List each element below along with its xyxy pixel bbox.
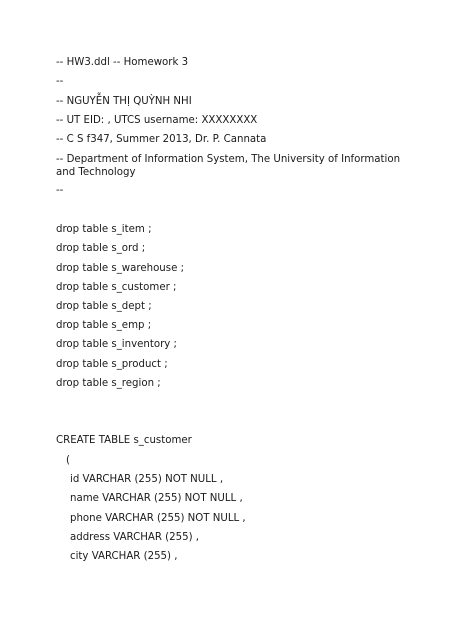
- drop-statement: drop table s_emp ;: [56, 320, 152, 331]
- column-definition: city VARCHAR (255) ,: [70, 551, 178, 562]
- drop-statement: drop table s_item ;: [56, 224, 152, 235]
- drop-statement: drop table s_ord ;: [56, 243, 146, 254]
- drop-statement: drop table s_dept ;: [56, 301, 152, 312]
- create-table-statement: CREATE TABLE s_customer: [56, 435, 192, 446]
- open-paren: (: [66, 455, 70, 466]
- column-definition: phone VARCHAR (255) NOT NULL ,: [70, 513, 246, 524]
- drop-statement: drop table s_customer ;: [56, 282, 177, 293]
- drop-statement: drop table s_warehouse ;: [56, 263, 185, 274]
- drop-statement: drop table s_region ;: [56, 378, 161, 389]
- drop-statement: drop table s_product ;: [56, 359, 168, 370]
- drop-statement: drop table s_inventory ;: [56, 339, 177, 350]
- header-comment-course: -- C S f347, Summer 2013, Dr. P. Cannata: [56, 134, 267, 145]
- column-definition: id VARCHAR (255) NOT NULL ,: [70, 474, 224, 485]
- header-comment-department: -- Department of Information System, The University of Information and Technology: [56, 154, 401, 178]
- header-comment-eid: -- UT EID: , UTCS username: XXXXXXXX: [56, 115, 258, 126]
- header-comment-separator: --: [56, 76, 64, 87]
- column-definition: name VARCHAR (255) NOT NULL ,: [70, 493, 243, 504]
- header-comment-title: -- HW3.ddl -- Homework 3: [56, 57, 189, 68]
- header-comment-end: --: [56, 185, 64, 196]
- header-comment-author: -- NGUYỄN THỊ QUỲNH NHI: [56, 96, 192, 107]
- column-definition: address VARCHAR (255) ,: [70, 532, 200, 543]
